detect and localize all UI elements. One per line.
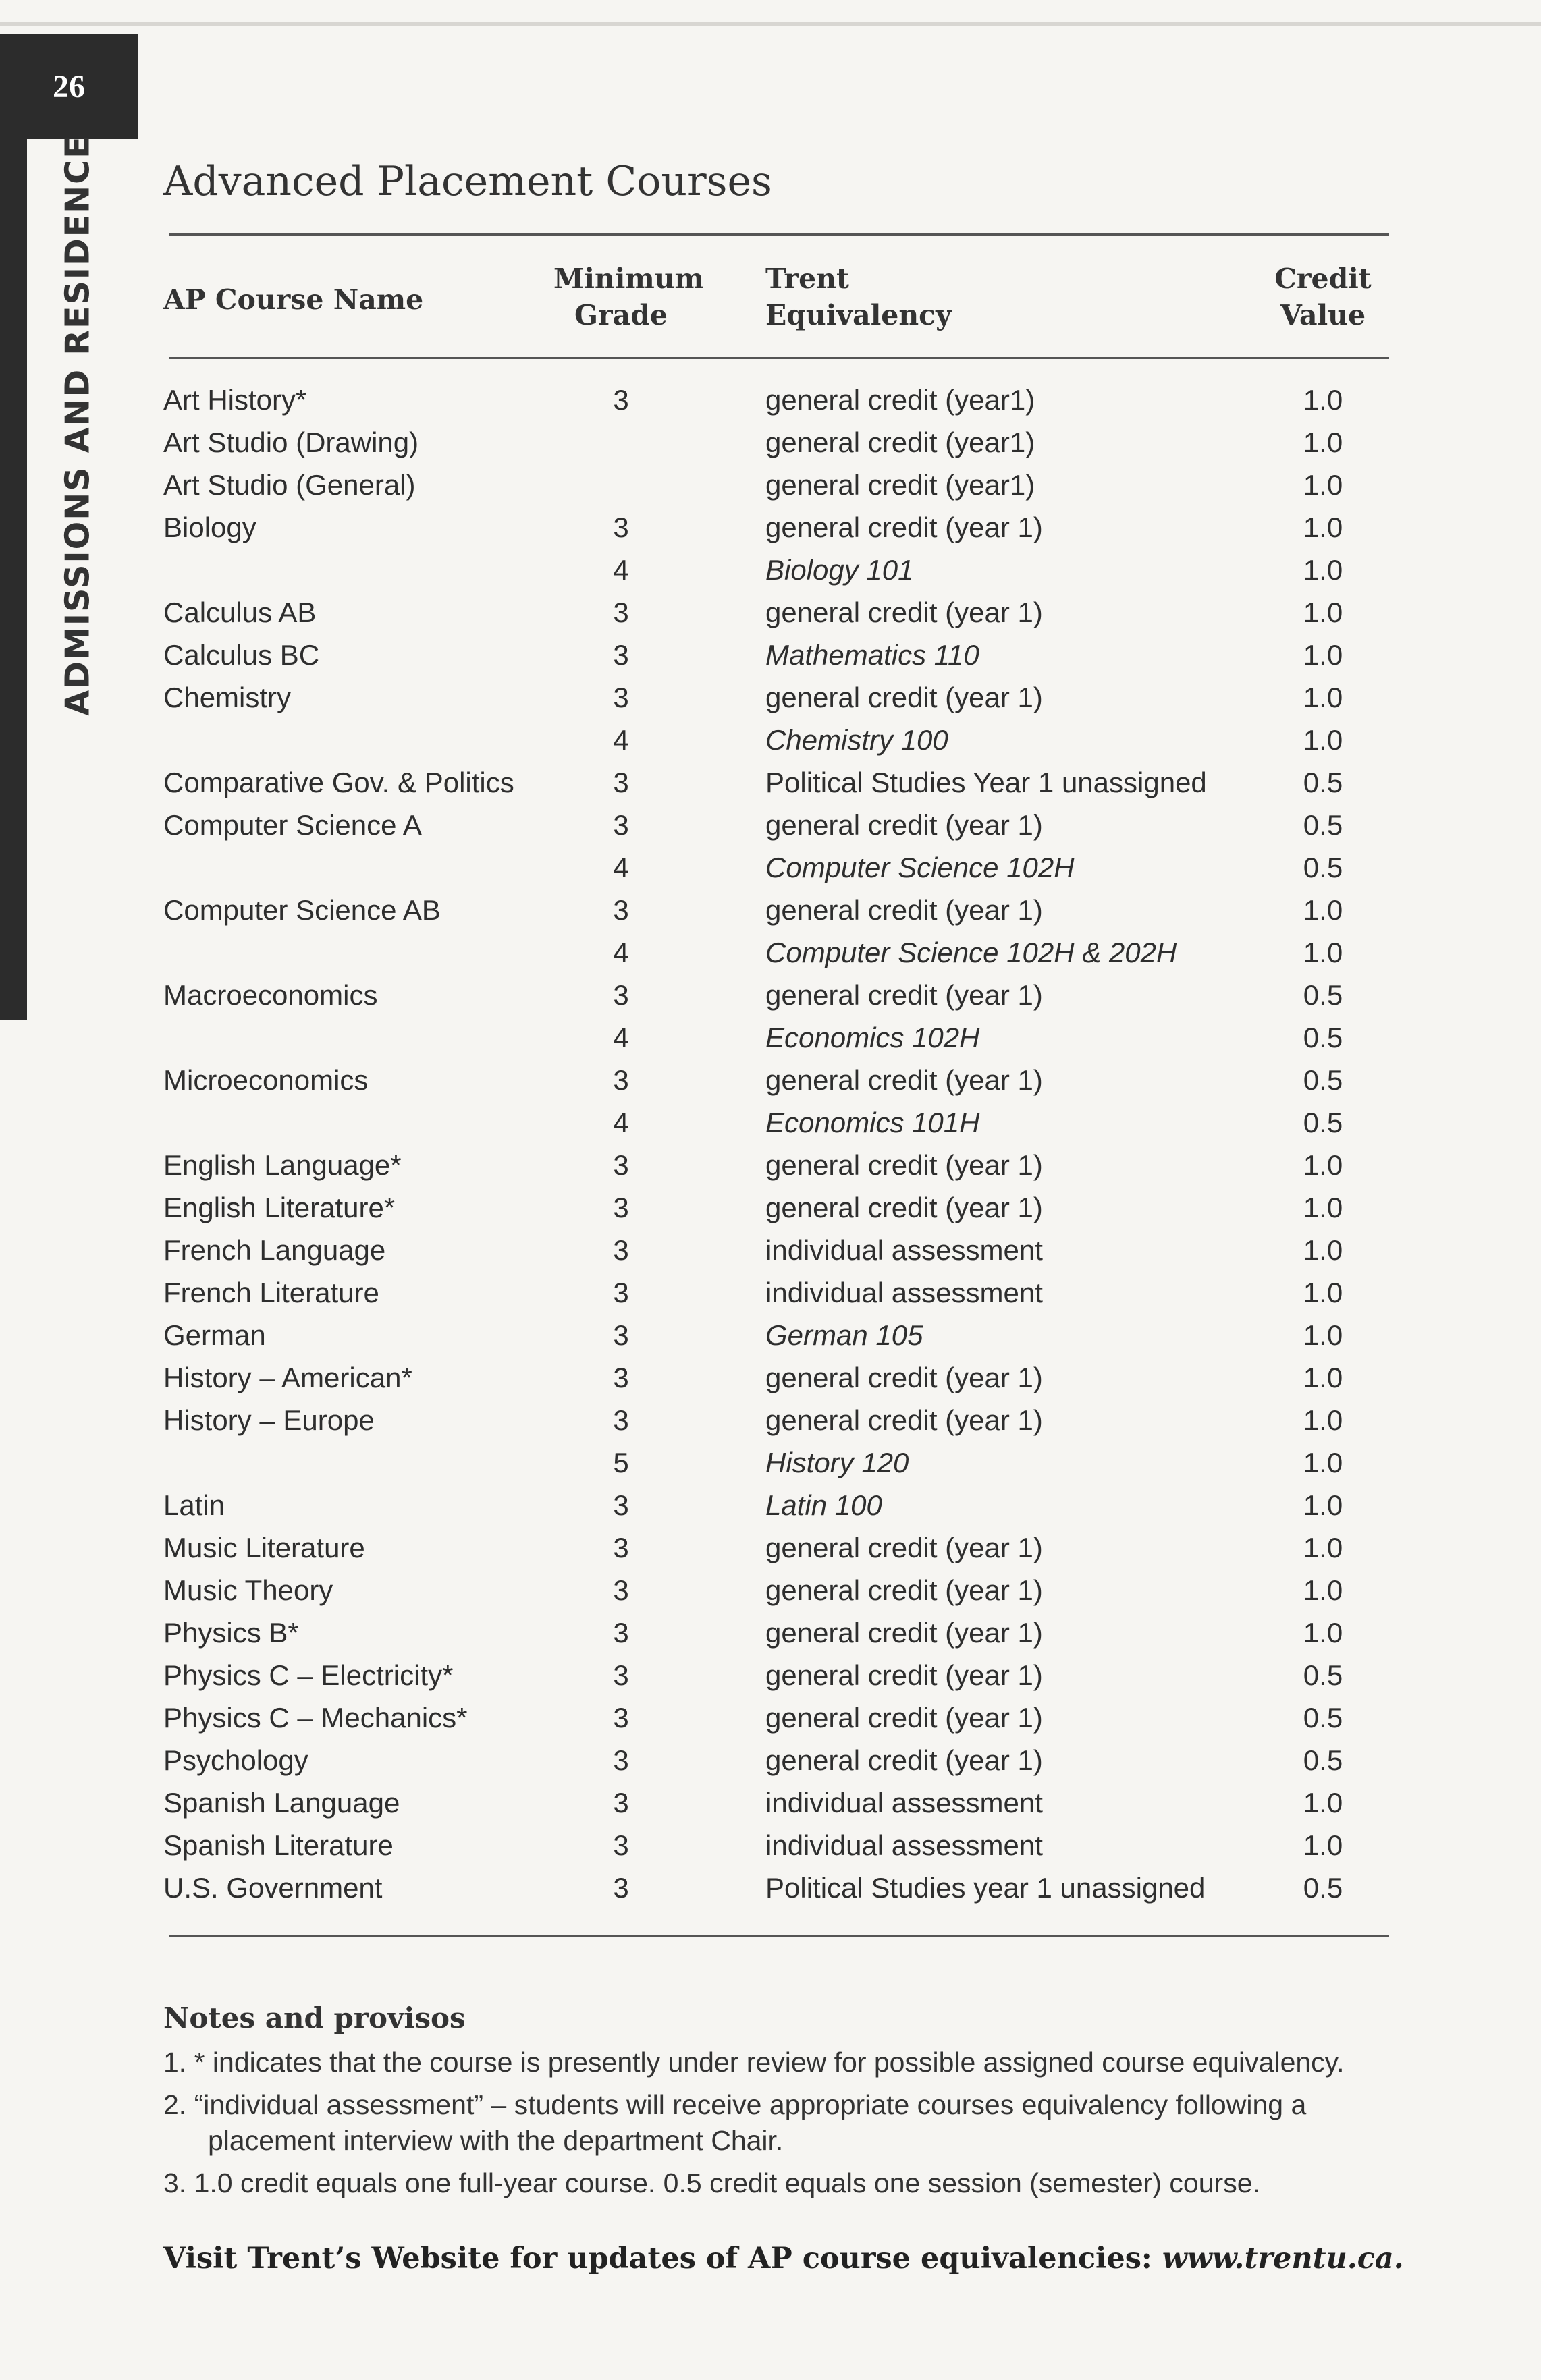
credit-value-cell: 1.0 — [1303, 937, 1343, 968]
equivalency-cell: general credit (year 1) — [765, 682, 1043, 713]
credit-value-cell: 1.0 — [1303, 1532, 1343, 1563]
course-name-cell: Music Literature — [163, 1532, 365, 1563]
credit-value-cell: 1.0 — [1303, 639, 1343, 671]
course-name-cell: Microeconomics — [163, 1064, 369, 1096]
table-row — [0, 1441, 1541, 1484]
equivalency-cell: Political Studies Year 1 unassigned — [765, 767, 1207, 798]
credit-value-cell: 0.5 — [1303, 1744, 1343, 1776]
course-name-cell: Spanish Language — [163, 1787, 400, 1819]
equivalency-cell: general credit (year 1) — [765, 1659, 1043, 1691]
minimum-grade-cell: 3 — [613, 1744, 629, 1776]
equivalency-cell: general credit (year 1) — [765, 1617, 1043, 1649]
equivalency-cell: Political Studies year 1 unassigned — [765, 1872, 1206, 1904]
table-bottom-rule — [169, 1935, 1389, 1937]
course-name-cell: Macroeconomics — [163, 979, 378, 1011]
minimum-grade-cell: 3 — [613, 1234, 629, 1266]
equivalency-cell: general credit (year 1) — [765, 1574, 1043, 1606]
equivalency-cell: general credit (year1) — [765, 469, 1035, 501]
table-row — [0, 1569, 1541, 1611]
credit-value-cell: 1.0 — [1303, 426, 1343, 458]
minimum-grade-cell: 3 — [613, 1277, 629, 1308]
course-name-cell: Spanish Literature — [163, 1829, 394, 1861]
credit-value-cell: 1.0 — [1303, 384, 1343, 416]
footer-note — [163, 2242, 1404, 2275]
minimum-grade-cell: 3 — [613, 1659, 629, 1691]
minimum-grade-cell: 3 — [613, 1404, 629, 1436]
table-row — [0, 1696, 1541, 1739]
equivalency-cell: German 105 — [765, 1319, 923, 1351]
table-row — [0, 1526, 1541, 1569]
minimum-grade-cell: 4 — [613, 554, 629, 586]
equivalency-cell: general credit (year 1) — [765, 1362, 1043, 1393]
website-link[interactable]: www.trentu.ca. — [1162, 2242, 1404, 2275]
course-name-cell: Art History* — [163, 384, 307, 416]
table-row — [0, 974, 1541, 1016]
minimum-grade-cell: 3 — [613, 1787, 629, 1819]
equivalency-cell: Computer Science 102H & 202H — [765, 937, 1177, 968]
minimum-grade-cell: 4 — [613, 1022, 629, 1053]
equivalency-cell: History 120 — [765, 1447, 909, 1478]
course-name-cell: Music Theory — [163, 1574, 333, 1606]
equivalency-cell: individual assessment — [765, 1234, 1043, 1266]
table-row — [0, 804, 1541, 846]
credit-value-cell: 1.0 — [1303, 1489, 1343, 1521]
credit-value-cell: 0.5 — [1303, 767, 1343, 798]
table-row — [0, 421, 1541, 464]
course-name-cell: History – American* — [163, 1362, 412, 1393]
minimum-grade-cell: 3 — [613, 1617, 629, 1649]
credit-value-cell: 1.0 — [1303, 1574, 1343, 1606]
equivalency-cell: Economics 101H — [765, 1107, 980, 1138]
table-row — [0, 1144, 1541, 1186]
minimum-grade-cell: 4 — [613, 724, 629, 756]
notes-heading: Notes and provisos — [163, 2001, 466, 2035]
credit-value-cell: 1.0 — [1303, 1829, 1343, 1861]
table-row — [0, 761, 1541, 804]
equivalency-cell: Biology 101 — [765, 554, 914, 586]
credit-value-cell: 1.0 — [1303, 1319, 1343, 1351]
credit-value-cell: 1.0 — [1303, 554, 1343, 586]
table-row — [0, 889, 1541, 931]
credit-value-cell: 1.0 — [1303, 1787, 1343, 1819]
equivalency-cell: general credit (year 1) — [765, 1532, 1043, 1563]
minimum-grade-cell: 3 — [613, 1829, 629, 1861]
minimum-grade-cell: 3 — [613, 1489, 629, 1521]
minimum-grade-cell: 3 — [613, 597, 629, 628]
credit-value-cell: 0.5 — [1303, 1107, 1343, 1138]
course-name-cell: English Literature* — [163, 1192, 396, 1223]
course-name-cell: Comparative Gov. & Politics — [163, 767, 514, 798]
equivalency-cell: general credit (year 1) — [765, 894, 1043, 926]
table-row — [0, 1654, 1541, 1696]
header-minimum-grade: Minimum Grade — [553, 262, 704, 331]
course-name-cell: Latin — [163, 1489, 225, 1521]
header-course-name: AP Course Name — [163, 283, 424, 316]
table-row — [0, 634, 1541, 676]
minimum-grade-cell: 3 — [613, 1192, 629, 1223]
minimum-grade-cell: 3 — [613, 639, 629, 671]
equivalency-cell: Economics 102H — [765, 1022, 980, 1053]
page-title: Advanced Placement Courses — [163, 158, 772, 205]
course-name-cell: French Literature — [163, 1277, 379, 1308]
equivalency-cell: general credit (year 1) — [765, 1192, 1043, 1223]
credit-value-cell: 0.5 — [1303, 1022, 1343, 1053]
minimum-grade-cell: 3 — [613, 894, 629, 926]
credit-value-cell: 1.0 — [1303, 1447, 1343, 1478]
table-row — [0, 1739, 1541, 1781]
note-item: 3. 1.0 credit equals one full-year course. 0.5 credit equals one session (semester) course. — [163, 2167, 1260, 2198]
table-row — [0, 676, 1541, 719]
course-name-cell: Art Studio (Drawing) — [163, 426, 419, 458]
header-trent-equivalency: Trent Equivalency — [765, 262, 952, 331]
credit-value-cell: 1.0 — [1303, 511, 1343, 543]
credit-value-cell: 1.0 — [1303, 1277, 1343, 1308]
page-number: 26 — [0, 34, 138, 139]
course-name-cell: Physics C – Electricity* — [163, 1659, 454, 1691]
section-label-text: ADMISSIONS AND RESIDENCE — [58, 134, 97, 716]
credit-value-cell: 0.5 — [1303, 1064, 1343, 1096]
equivalency-cell: general credit (year 1) — [765, 597, 1043, 628]
equivalency-cell: Mathematics 110 — [765, 639, 979, 671]
minimum-grade-cell: 3 — [613, 1064, 629, 1096]
course-name-cell: Calculus AB — [163, 597, 317, 628]
equivalency-cell: Computer Science 102H — [765, 852, 1075, 883]
equivalency-cell: general credit (year 1) — [765, 1702, 1043, 1734]
credit-value-cell: 1.0 — [1303, 1617, 1343, 1649]
course-name-cell: German — [163, 1319, 266, 1351]
table-row — [0, 1824, 1541, 1866]
minimum-grade-cell: 3 — [613, 682, 629, 713]
equivalency-cell: general credit (year 1) — [765, 979, 1043, 1011]
credit-value-cell: 0.5 — [1303, 809, 1343, 841]
minimum-grade-cell: 3 — [613, 1574, 629, 1606]
credit-value-cell: 0.5 — [1303, 1659, 1343, 1691]
equivalency-cell: general credit (year 1) — [765, 1744, 1043, 1776]
course-name-cell: Computer Science A — [163, 809, 422, 841]
equivalency-cell: general credit (year 1) — [765, 809, 1043, 841]
table-row — [0, 1229, 1541, 1271]
table-row — [0, 1016, 1541, 1059]
equivalency-cell: individual assessment — [765, 1277, 1043, 1308]
credit-value-cell: 1.0 — [1303, 1362, 1343, 1393]
table-top-rule — [169, 233, 1389, 236]
course-name-cell: History – Europe — [163, 1404, 375, 1436]
credit-value-cell: 0.5 — [1303, 1872, 1343, 1904]
table-row — [0, 1356, 1541, 1399]
equivalency-cell: general credit (year 1) — [765, 1149, 1043, 1181]
top-scan-rule — [0, 22, 1541, 26]
equivalency-cell: general credit (year1) — [765, 426, 1035, 458]
minimum-grade-cell: 4 — [613, 852, 629, 883]
minimum-grade-cell: 3 — [613, 1872, 629, 1904]
table-row — [0, 1101, 1541, 1144]
course-name-cell: Physics C – Mechanics* — [163, 1702, 468, 1734]
credit-value-cell: 0.5 — [1303, 979, 1343, 1011]
equivalency-cell: general credit (year 1) — [765, 1404, 1043, 1436]
equivalency-cell: general credit (year1) — [765, 384, 1035, 416]
course-name-cell: Computer Science AB — [163, 894, 441, 926]
table-row — [0, 1059, 1541, 1101]
credit-value-cell: 0.5 — [1303, 1702, 1343, 1734]
minimum-grade-cell: 3 — [613, 1362, 629, 1393]
table-row — [0, 719, 1541, 761]
credit-value-cell: 1.0 — [1303, 1234, 1343, 1266]
course-name-cell: Physics B* — [163, 1617, 299, 1649]
course-name-cell: Psychology — [163, 1744, 308, 1776]
table-row — [0, 1271, 1541, 1314]
table-row — [0, 931, 1541, 974]
minimum-grade-cell: 3 — [613, 979, 629, 1011]
equivalency-cell: individual assessment — [765, 1829, 1043, 1861]
minimum-grade-cell: 3 — [613, 1149, 629, 1181]
notes-list — [163, 2045, 1399, 2208]
minimum-grade-cell: 3 — [613, 511, 629, 543]
table-header-rule — [169, 357, 1389, 359]
course-name-cell: Calculus BC — [163, 639, 320, 671]
table-row — [0, 1186, 1541, 1229]
header-credit-value: Credit Value — [1274, 262, 1372, 331]
course-name-cell: U.S. Government — [163, 1872, 383, 1904]
table-row — [0, 1484, 1541, 1526]
equivalency-cell: Chemistry 100 — [765, 724, 948, 756]
minimum-grade-cell: 4 — [613, 937, 629, 968]
course-name-cell: English Language* — [163, 1149, 402, 1181]
credit-value-cell: 1.0 — [1303, 1192, 1343, 1223]
table-row — [0, 464, 1541, 506]
minimum-grade-cell: 5 — [613, 1447, 629, 1478]
minimum-grade-cell: 3 — [613, 1532, 629, 1563]
footer-text: Visit Trent’s Website for updates of AP course equivalencies: — [163, 2242, 1162, 2275]
equivalency-cell: general credit (year 1) — [765, 1064, 1043, 1096]
minimum-grade-cell: 4 — [613, 1107, 629, 1138]
course-name-cell: Biology — [163, 511, 256, 543]
table-row — [0, 1399, 1541, 1441]
minimum-grade-cell: 3 — [613, 809, 629, 841]
table-row — [0, 1866, 1541, 1909]
table-row — [0, 591, 1541, 634]
course-name-cell: Chemistry — [163, 682, 292, 713]
equivalency-cell: Latin 100 — [765, 1489, 882, 1521]
credit-value-cell: 1.0 — [1303, 469, 1343, 501]
credit-value-cell: 1.0 — [1303, 894, 1343, 926]
table-row — [0, 1611, 1541, 1654]
equivalency-cell: individual assessment — [765, 1787, 1043, 1819]
course-name-cell: Art Studio (General) — [163, 469, 416, 501]
equivalency-cell: general credit (year 1) — [765, 511, 1043, 543]
credit-value-cell: 1.0 — [1303, 1149, 1343, 1181]
note-item: 1. * indicates that the course is presently under review for possible assigned course equivalency. — [163, 2047, 1345, 2078]
credit-value-cell: 1.0 — [1303, 724, 1343, 756]
minimum-grade-cell: 3 — [613, 767, 629, 798]
table-row — [0, 549, 1541, 591]
table-row — [0, 1781, 1541, 1824]
credit-value-cell: 1.0 — [1303, 682, 1343, 713]
minimum-grade-cell: 3 — [613, 1702, 629, 1734]
minimum-grade-cell: 3 — [613, 1319, 629, 1351]
course-name-cell: French Language — [163, 1234, 386, 1266]
credit-value-cell: 1.0 — [1303, 1404, 1343, 1436]
minimum-grade-cell: 3 — [613, 384, 629, 416]
table-row — [0, 506, 1541, 549]
table-row — [0, 379, 1541, 421]
credit-value-cell: 1.0 — [1303, 597, 1343, 628]
table-row — [0, 846, 1541, 889]
table-row — [0, 1314, 1541, 1356]
note-item: 2. “individual assessment” – students will receive appropriate courses equivalency following a placement interview with the department Chair. — [163, 2089, 1307, 2156]
credit-value-cell: 0.5 — [1303, 852, 1343, 883]
